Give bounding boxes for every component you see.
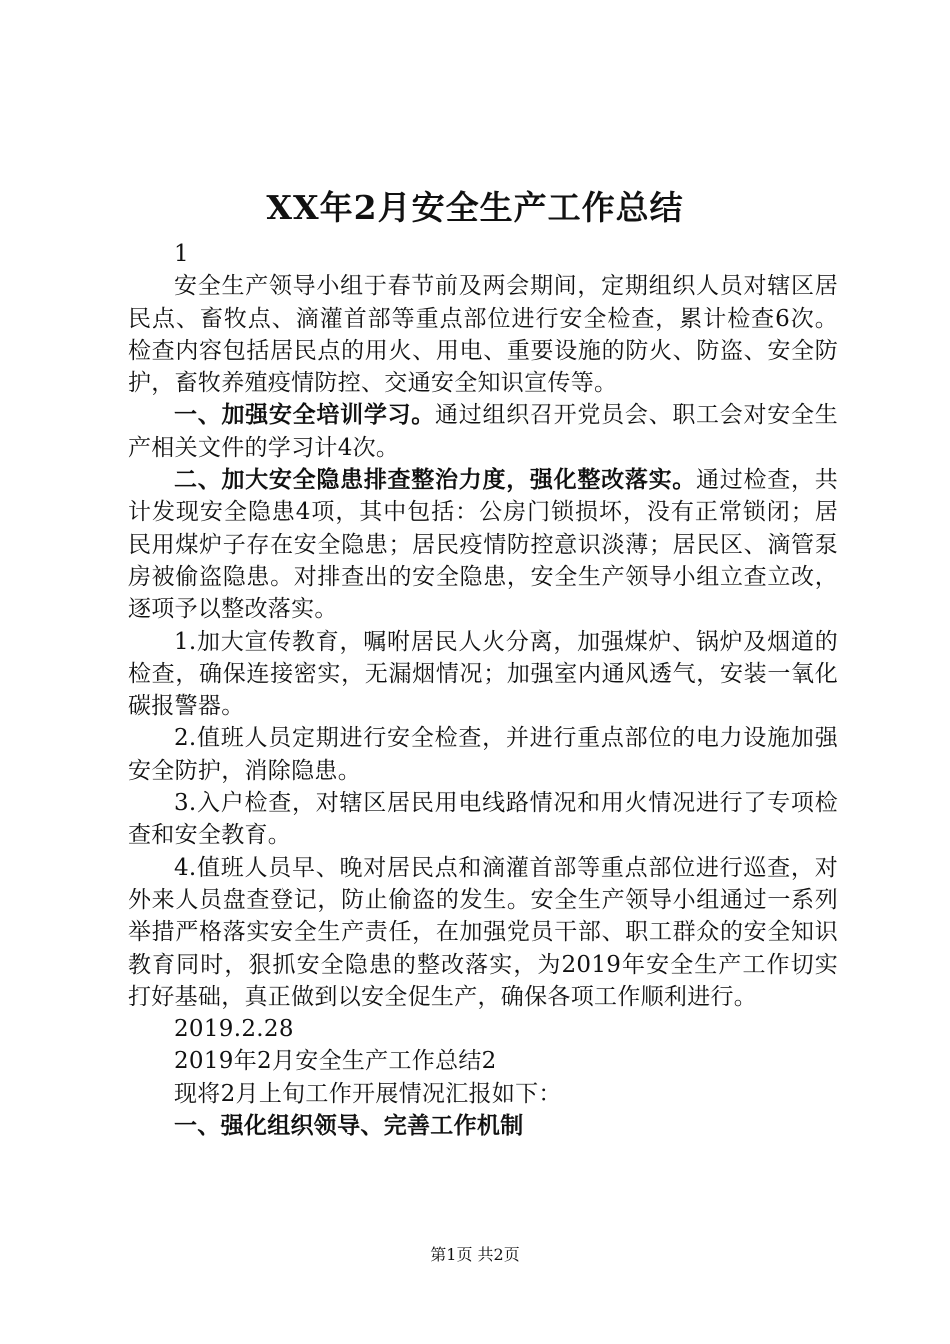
document-body xyxy=(128,238,838,1142)
section-2-text: 通过检查，共计发现安全隐患4项，其中包括：公房门锁损坏，没有正常锁闭；居民用煤炉子存在安全隐患；居民疫情防控意识淡薄；居民区、滴管泵房被偷盗隐患。对排查出的安全隐患，安全生产领导小组立查立改，逐项予以整改落实。 xyxy=(128,467,838,623)
section-1-text: 通过组织召开党员会、职工会对安全生产相关文件的学习计4次。 xyxy=(128,402,838,461)
list-item-4: 4.值班人员早、晚对居民点和滴灌首部等重点部位进行巡查，对外来人员盘查登记，防止偷盗的发生。安全生产领导小组通过一系列举措严格落实安全生产责任，在加强党员干部、职工群众的安全知识教育同时，狠抓安全隐患的整改落实，为2019年安全生产工作切实打好基础，真正做到以安全促生产，确保各项工作顺利进行。 xyxy=(128,854,838,1010)
paragraph-section-2 xyxy=(128,464,838,625)
section-number: 1 xyxy=(174,241,189,267)
paragraph-intro: 安全生产领导小组于春节前及两会期间，定期组织人员对辖区居民点、畜牧点、滴灌首部等重点部位进行安全检查，累计检查6次。检查内容包括居民点的用火、用电、重要设施的防火、防盗、安全防护，畜牧养殖疫情防控、交通安全知识宣传等。 xyxy=(128,273,838,397)
list-item-3: 3.入户检查，对辖区居民用电线路情况和用火情况进行了专项检查和安全教育。 xyxy=(128,790,838,849)
second-document-title: 2019年2月安全生产工作总结2 xyxy=(174,1048,497,1075)
second-heading-text: 一、强化组织领导、完善工作机制 xyxy=(174,1112,524,1140)
list-item-2: 2.值班人员定期进行安全检查，并进行重点部位的电力设施加强安全防护，消除隐患。 xyxy=(128,725,838,784)
document-date: 2019.2.28 xyxy=(174,1016,294,1043)
paragraph-section-1 xyxy=(128,399,838,464)
section-1-heading: 一、加强安全培训学习。 xyxy=(174,401,436,429)
list-item-1: 1.加大宣传教育，嘱咐居民人火分离，加强煤炉、锅炉及烟道的检查，确保连接密实，无漏烟情况；加强室内通风透气，安装一氧化碳报警器。 xyxy=(128,628,838,720)
section-2-heading: 二、加大安全隐患排查整治力度，强化整改落实。 xyxy=(174,466,697,494)
document-title: XX年2月安全生产工作总结 xyxy=(266,188,684,227)
second-document-intro: 现将2月上旬工作开展情况汇报如下： xyxy=(174,1080,562,1107)
page-footer: 第1页 共2页 xyxy=(430,1245,520,1264)
second-document-heading xyxy=(128,1110,838,1142)
